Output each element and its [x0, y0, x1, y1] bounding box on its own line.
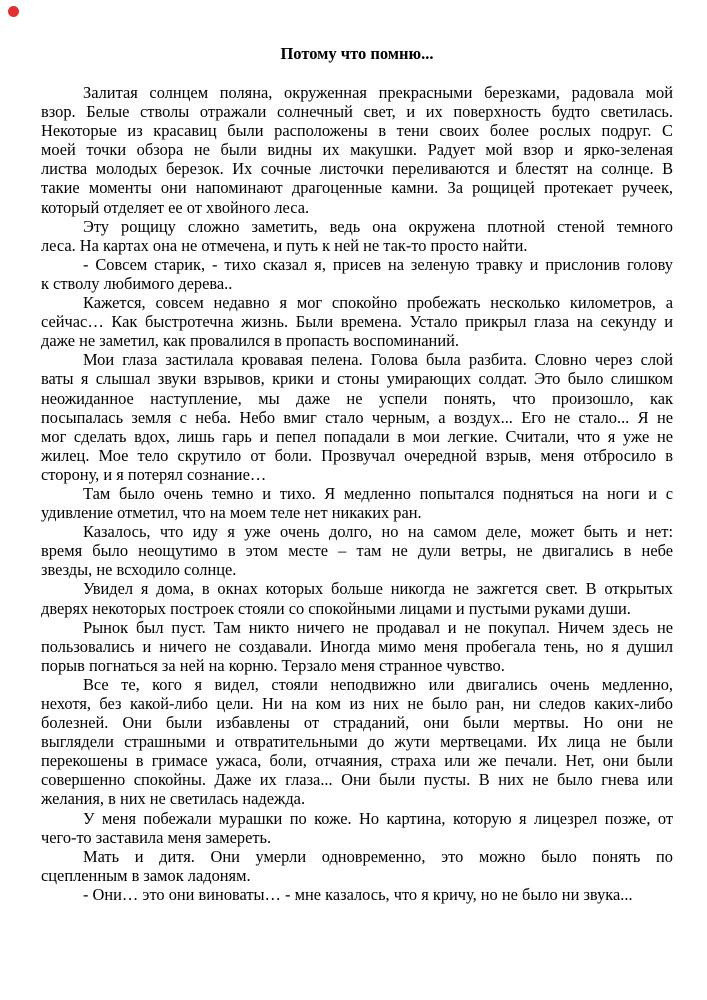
text-line: пользовались и ничего не создавали. Иногда мимо меня пробегала тень, но я душил: [41, 636, 673, 656]
document-title: Потому что помню...: [280, 44, 434, 63]
text-line: совершенно спокойны. Даже их глаза... Они были пусты. В них не было гнева или: [41, 770, 673, 790]
text-line: Эту рощицу сложно заметить, ведь она окружена плотной стеной темного: [83, 216, 673, 236]
text-line: листва молодых березок. Их сочные листочки переливаются и блестят на солнце. В: [41, 159, 673, 179]
text-line: такие моменты они напоминают драгоценные камни. За рощицей протекает ручеек,: [41, 178, 673, 198]
text-line: звезды, не всходило солнце.: [41, 560, 237, 580]
text-line: Казалось, что иду я уже очень долго, но на самом деле, может быть и нет:: [83, 522, 673, 542]
text-line: удивление отметил, что на моем теле нет никаких ран.: [41, 503, 422, 523]
text-line: сцепленным в замок ладоням.: [41, 865, 251, 885]
text-line: Некоторые из красавиц были расположены в тени своих более рослых подруг. С: [41, 121, 673, 141]
text-line: взор. Белые стволы отражали солнечный свет, и их поверхность будто светилась.: [41, 102, 673, 122]
text-line: к стволу любимого дерева..: [41, 273, 233, 293]
cursor-marker: [8, 6, 19, 17]
text-line: нехотя, без какой-либо цели. Ни на ком из них не было ран, ни следов каких-либо: [41, 694, 673, 713]
text-line: неожиданное наступление, мы даже не успели понять, что произошло, как: [41, 388, 673, 408]
text-line: порыв погнаться за ней на корню. Терзало меня странное чувство.: [41, 655, 505, 675]
text-line: Там было очень темно и тихо. Я медленно попытался подняться на ноги и с: [83, 483, 673, 503]
text-line: Увидел я дома, в окнах которых больше никогда не зажгется свет. В открытых: [83, 579, 673, 599]
text-line: Мои глаза застилала кровавая пелена. Голова была разбита. Словно через слой: [83, 350, 673, 370]
text-line: Мать и дитя. Они умерли одновременно, это можно было понять по: [83, 846, 673, 866]
text-line: болезней. Они были избавлены от страданий, они были мертвы. Но они не: [41, 713, 673, 733]
text-line: Рынок был пуст. Там никто ничего не продавал и не покупал. Ничем здесь не: [83, 617, 673, 637]
text-line: ваты я слышал звуки взрывов, крики и стоны умирающих солдат. Это было слишком: [41, 369, 673, 389]
text-line: жилец. Мое тело скрутило от боли. Прозвучал очередной взрыв, меня отбросило в: [41, 445, 673, 465]
text-line: перекошены в гримасе ужаса, боли, отчаяния, страха или же печали. Нет, они были: [41, 751, 673, 771]
text-line: моей точки обзора не были видны их макушки. Радует мой взор и ярко-зеленая: [41, 140, 673, 160]
text-line: который отделяет ее от хвойного леса.: [41, 197, 310, 217]
text-line: выглядели страшными и отвратительными до жути мертвецами. Их лица не были: [41, 732, 673, 752]
text-line: сейчас… Как быстротечна жизнь. Были времена. Устало прикрыл глаза на секунду и: [41, 312, 673, 332]
text-line: чего-то заставила меня замереть.: [41, 827, 272, 847]
text-line: сторону, и я потерял сознание…: [41, 464, 267, 484]
document-body: [41, 83, 673, 904]
text-line: желания, в них не светилась надежда.: [41, 789, 306, 809]
text-line: леса. На картах она не отмечена, и путь к ней не так-то просто найти.: [41, 235, 528, 255]
text-line: Залитая солнцем поляна, окруженная прекрасными березками, радовала мой: [83, 83, 673, 102]
text-line: У меня побежали мурашки по коже. Но картина, которую я лицезрел позже, от: [83, 808, 673, 828]
text-line: дверях некоторых построек стояли со спокойными лицами и пустыми руками души.: [41, 598, 631, 618]
text-line: посыпалась земля с неба. Небо вмиг стало черным, а воздух... Его не стало... Я не: [41, 407, 673, 427]
text-line: Кажется, совсем недавно я мог спокойно пробежать несколько километров, а: [83, 293, 673, 313]
text-line: время было неощутимо в этом месте – там не дули ветры, не двигались в небе: [41, 541, 673, 561]
text-line: - Совсем старик, - тихо сказал я, присев на зеленую травку и прислонив голову: [83, 254, 673, 274]
text-line: - Они… это они виноваты… - мне казалось, что я кричу, но не было ни звука...: [83, 884, 633, 904]
text-line: даже не заметил, как провалился в пропасть воспоминаний.: [41, 331, 459, 351]
text-line: мог сделать вдох, лишь гарь и пепел попадали в мои легкие. Считали, что я уже не: [41, 426, 673, 446]
text-line: Все те, кого я видел, стояли неподвижно или двигались очень медленно,: [83, 674, 673, 694]
